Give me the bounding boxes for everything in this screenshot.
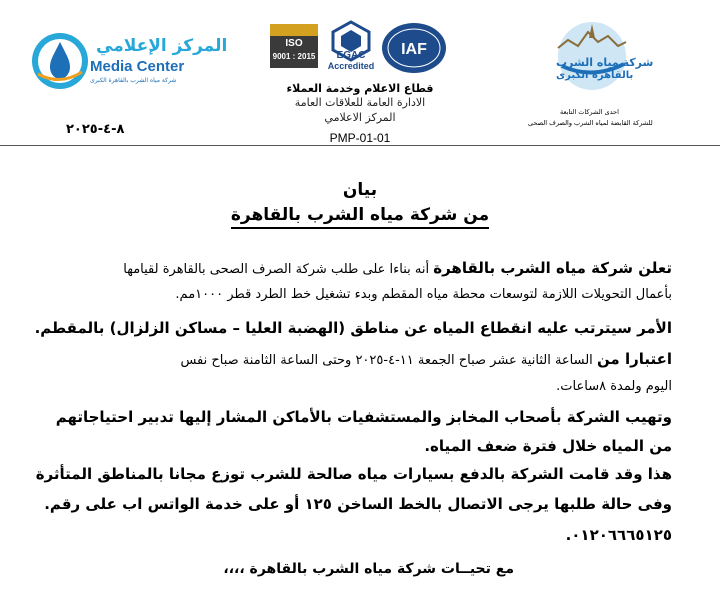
water-company-logo-line1: شركة مياه الشرب xyxy=(556,56,654,69)
letterhead xyxy=(0,0,720,150)
body-line-8: هذا وقد قامت الشركة بالدفع بسيارات مياه صالحة للشرب توزع مجانا بالمناطق المتأثرة xyxy=(35,465,672,483)
admin-department: الادارة العامة للعلاقات العامة xyxy=(294,96,426,109)
iaf-label: IAF xyxy=(401,41,427,58)
statement-subtitle xyxy=(0,205,720,225)
body-line-10: ٠١٢٠٦٦٦٥١٢٥. xyxy=(565,526,672,544)
closing-greeting: مع تحيــات شركة مياه الشرب بالقاهرة ،،،، xyxy=(223,561,514,577)
header-divider xyxy=(0,145,720,146)
media-center-arabic-name: المركز الإعلامي xyxy=(96,36,228,56)
media-center-subtitle: شركة مياه الشرب بالقاهرة الكبرى xyxy=(90,77,177,84)
egac-label: EGAC xyxy=(336,50,366,61)
body-line-3: الأمر سيترتب عليه انقطاع المياه عن مناطق (الهضبة العليا – مساكن الزلزال) بالمقطم. xyxy=(34,319,672,337)
document-date: ٨-٤-٢٠٢٥ xyxy=(66,122,125,137)
body-line-1-rest: أنه بناءا على طلب شركة الصرف الصحى بالقاهرة لقيامها xyxy=(123,262,434,277)
body-line-4 xyxy=(180,350,672,368)
body-line-4-rest: الساعة الثانية عشر صباح الجمعة ١١-٤-٢٠٢٥ وحتى الساعة الثامنة صباح نفس xyxy=(180,353,597,368)
body-line-6: وتهيب الشركة بأصحاب المخابز والمستشفيات بالأماكن المشار إليها تدبير احتياجاتهم xyxy=(55,408,672,426)
body-line-9: وفى حالة طلبها يرجى الاتصال بالخط الساخن ١٢٥ أو على خدمة الواتس اب على رقم. xyxy=(44,495,672,513)
egac-accredited: Accredited xyxy=(327,61,375,71)
affiliation-line2: للشركة القابضة لمياه الشرب والصرف الصحى xyxy=(528,119,653,127)
statement-title: بيان xyxy=(342,180,378,200)
iso-standard: 9001 : 2015 xyxy=(272,52,316,61)
body-line-1-bold: تعلن شركة مياه الشرب بالقاهرة xyxy=(433,259,672,277)
body-line-4-bold: اعتبارا من xyxy=(596,350,672,368)
sector-name: قطاع الاعلام وخدمة العملاء xyxy=(286,82,434,95)
iaf-logo-icon xyxy=(378,20,450,76)
statement-subtitle-text: من شركة مياه الشرب بالقاهرة xyxy=(231,205,489,229)
water-company-logo-line2: بالقاهرة الكبرى xyxy=(556,70,634,81)
body-line-2: بأعمال التحويلات اللازمة لتوسعات محطة مياه المقطم وبدء تشغيل خط الطرد قطر ١٠٠٠مم. xyxy=(175,287,672,302)
body-line-1 xyxy=(123,259,672,277)
body-line-5: اليوم ولمدة ٨ساعات. xyxy=(556,379,672,394)
body-line-7: من المياه خلال فترة ضعف المياه. xyxy=(424,437,672,455)
affiliation-line1: احدى الشركات التابعة xyxy=(560,108,619,116)
document-code: PMP-01-01 xyxy=(329,131,391,145)
media-center-department: المركز الاعلامي xyxy=(324,111,396,124)
media-center-english-name: Media Center xyxy=(90,58,185,75)
iso-label: ISO xyxy=(285,38,303,49)
